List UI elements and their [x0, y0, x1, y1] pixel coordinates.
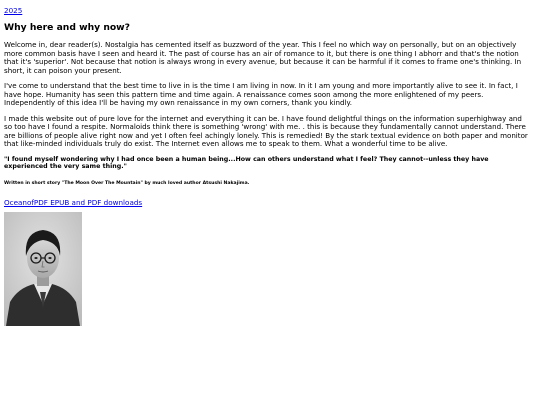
quote-credit: Written in short story "The Moon Over The Mountain" by much loved author Atsushi Nakajima. [4, 180, 250, 186]
quote-text: "I found myself wondering why I had once been a human being...How can others understand what I feel? They cannot--unless they have experienced the very same thing." [4, 155, 489, 171]
download-link[interactable]: OceanofPDF EPUB and PDF downloads [4, 197, 143, 207]
author-portrait-image [4, 212, 82, 326]
paragraph-website: I made this website out of pure love for the internet and everything it can be. I have found delightful things on the information superhighway and so too have I found a respite. Normaloids think there is something 'wrong' with me. . this is because they fundamentally cannot understand. There are billions of people alive right now and yet I often feel achingly lonely. This is remedied! By the stark textual evidence on both paper and monitor that like-minded individuals truly do exist. The Internet even allows me to speak to them. What a wonderful time to be alive. [4, 113, 528, 149]
page-title: Why here and why now? [4, 22, 130, 33]
paragraph-intro: Welcome in, dear reader(s). Nostalgia has cemented itself as buzzword of the year. This I feel no which way on personally, but on an objectively more common basis have I seen and heard it. The past of course has an air of romance to it, but there is one thing I abhorr and that's the notion that it's 'superior'. Not because that notion is always wrong in every avenue, but because it can be harmful if it comes to frame one's thinking. In short, it can poison your present. [4, 40, 522, 75]
paragraph-present: I've come to understand that the best time to live in is the time I am living in now. In it I am young and more importantly alive to see it. In fact, I have hope. Humanity has seen this pattern time and time again. A renaissance comes soon among the more enlightened of my peers. Independently of this idea I'll be having my own renaissance in my own corners, thank you kindly. [4, 81, 518, 108]
year-link[interactable]: 2025 [4, 6, 23, 15]
